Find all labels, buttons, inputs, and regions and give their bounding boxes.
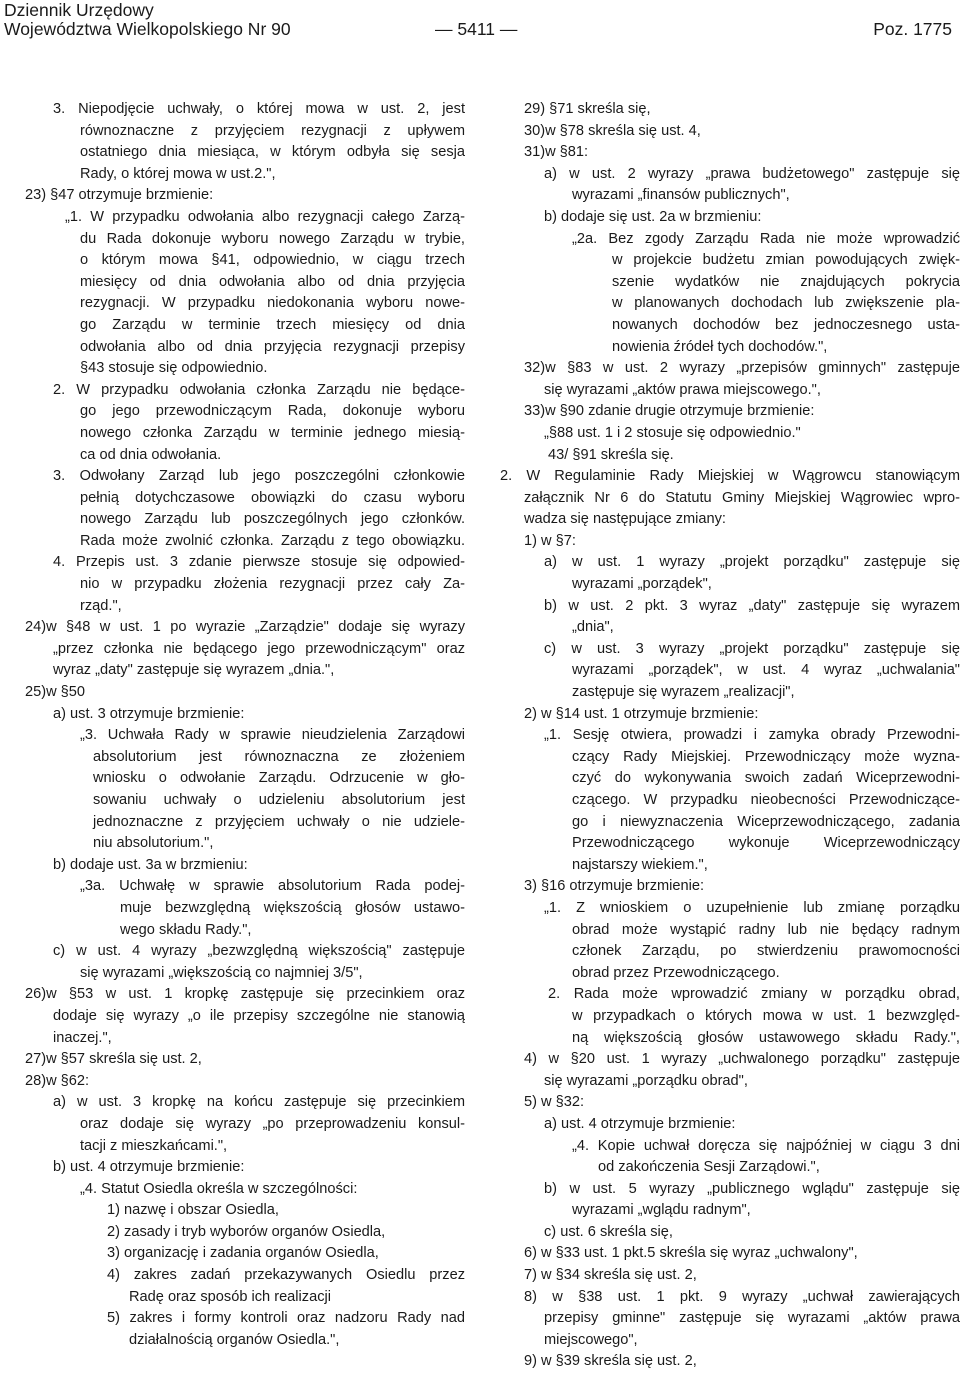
text-line: muje bezwzględną większością głosów ustawo- — [120, 899, 465, 916]
text-line: „1. Z wnioskiem o uzupełnienie lub zmianę porządku — [544, 899, 960, 916]
text-line: obrad przez Przewodniczącego. — [572, 964, 780, 981]
journal-subtitle: Województwa Wielkopolskiego Nr 90 — [4, 19, 291, 39]
text-line: odwołania albo od dnia przyjęcia rezygnacji przepisy — [80, 338, 465, 355]
text-line: „przez członka nie będącego jego przewodniczącym" oraz — [53, 640, 465, 657]
text-line: go jego przewodniczącym Rada, dokonuje wyboru — [80, 403, 465, 420]
text-line: a) w ust. 2 wyrazy „prawa budżetowego" zastępuje się — [544, 165, 960, 182]
text-line: 31)w §81: — [524, 144, 589, 161]
text-line: 1) nazwę i obszar Osiedla, — [107, 1202, 279, 1219]
text-line: c) w ust. 3 wyrazy „projekt porządku" zastępuje się — [544, 640, 960, 657]
text-line: w planowanych dochodach lub zwiększenie pla- — [612, 295, 960, 312]
position-number: Poz. 1775 — [873, 19, 952, 39]
text-line: 24)w §48 w ust. 1 po wyrazie „Zarządzie" dodaje się wyrazy — [25, 619, 465, 636]
text-line: jednoznaczne z przyjęciem uchwały o nie udziele- — [93, 813, 465, 830]
text-line: b) ust. 4 otrzymuje brzmienie: — [53, 1159, 245, 1176]
text-line: 4. Przepis ust. 3 zdanie pierwsze stosuje się odpowied- — [53, 554, 465, 571]
text-line: równoznaczne z przyjęciem rezygnacji z upływem — [80, 122, 465, 139]
text-line: „dnia", — [572, 619, 614, 636]
text-line: 3) §16 otrzymuje brzmienie: — [524, 878, 705, 895]
text-line: 4) zakres zadań przekazywanych Osiedlu przez — [107, 1267, 465, 1284]
text-line: 30)w §78 skreśla się ust. 4, — [524, 122, 701, 139]
text-line: o którym mowa §41, odpowiednio, w ciągu trzech — [80, 252, 465, 269]
text-line: 2. Rada może wprowadzić zmiany w porządku obrad, — [548, 986, 960, 1003]
text-line: wniosku o odwołanie Zarządu. Odrzucenie w gło- — [93, 770, 465, 787]
text-line: Rady, o której mowa w ust.2.", — [80, 165, 276, 182]
text-line: a) ust. 4 otrzymuje brzmienie: — [544, 1115, 736, 1132]
text-line: „§88 ust. 1 i 2 stosuje się odpowiednio." — [544, 424, 801, 441]
text-line: 2. W Regulaminie Rady Miejskiej w Wągrowcu stanowiącym — [500, 468, 960, 485]
text-line: nowienia źródeł tych dochodów.", — [612, 338, 828, 355]
text-line: od zakończenia Sesji Zarządowi.", — [598, 1159, 820, 1176]
text-line: 6) w §33 ust. 1 pkt.5 skreśla się wyraz „uchwalony", — [524, 1245, 858, 1262]
text-line: 8) w §38 ust. 1 pkt. 9 wyrazy „uchwał zawierających — [524, 1288, 960, 1305]
text-line: przepisy gminne" zastępuje się wyrazami „aktów prawa — [544, 1310, 960, 1327]
text-line: obrad może wystąpić radny lub nie będący radnym — [572, 921, 960, 938]
text-line: Przewodniczącego wykonuje Wiceprzewodniczący — [572, 835, 960, 852]
text-line: się wyrazami „większością co najmniej 3/5", — [80, 964, 363, 981]
text-line: wego składu Rady.", — [120, 921, 252, 938]
text-line: członek Zarządu, po stwierdzeniu prawomocności — [572, 943, 960, 960]
text-line: 43/ §91 skreśla się. — [548, 446, 674, 463]
text-line: b) w ust. 5 wyrazy „publicznego wglądu" zastępuje się — [544, 1180, 960, 1197]
text-line: miesięcy od dnia odwołania albo od dnia przyjęcia — [80, 273, 465, 290]
text-line: zastępuje się wyrazem „realizacji", — [572, 684, 795, 701]
text-line: załącznik Nr 6 do Statutu Gminy Miejskiej Wągrowiec wpro- — [524, 489, 960, 506]
text-line: b) dodaje się ust. 2a w brzmieniu: — [544, 208, 762, 225]
text-line: 7) w §34 skreśla się ust. 2, — [524, 1267, 697, 1284]
text-line: szenie wydatków nie znajdujących pokrycia — [612, 273, 960, 290]
text-line: a) ust. 3 otrzymuje brzmienie: — [53, 705, 245, 722]
text-line: rząd.", — [80, 597, 122, 614]
text-line: 23) §47 otrzymuje brzmienie: — [25, 187, 214, 204]
text-line: pełnią dotychczasowe obowiązki do czasu wyboru — [80, 489, 465, 506]
text-line: czyć do wykonywania swoich zadań Wiceprzewodni- — [572, 770, 960, 787]
text-line: najstarszy wiekiem.", — [572, 856, 708, 873]
text-line: wyrazami „wglądu radnym", — [572, 1202, 751, 1219]
text-line: wyrazami „finansów publicznych", — [572, 187, 790, 204]
text-line: wyrazami „porządek", w ust. 4 wyraz „uchwalania" — [572, 662, 960, 679]
journal-title: Dziennik Urzędowy — [4, 0, 154, 20]
text-line: wyraz „daty" zastępuje się wyrazem „dnia.", — [53, 662, 335, 679]
text-line: „1. W przypadku odwołania albo rezygnacji całego Zarzą- — [65, 208, 465, 225]
text-line: a) w ust. 1 wyrazy „projekt porządku" zastępuje się — [544, 554, 960, 571]
text-line: „3a. Uchwałę w sprawie absolutorium Rada podej- — [80, 878, 465, 895]
text-line: wadza się następujące zmiany: — [524, 511, 726, 528]
text-line: czącego. W przypadku nieobecności Przewodniczące- — [572, 792, 960, 808]
text-line: sowaniu uchwały o udzieleniu absolutorium jest — [93, 792, 465, 808]
text-line: „2a. Bez zgody Zarządu Rada nie może wprowadzić — [572, 230, 960, 247]
text-line: go Zarządu w terminie trzech miesięcy od dnia — [80, 316, 465, 333]
text-line: Radę oraz sposób ich realizacji — [129, 1288, 331, 1305]
text-line: nowego członka Zarządu w terminie jednego miesią- — [80, 424, 465, 441]
text-line: ną większością głosów ustawowego składu Rady.", — [572, 1029, 960, 1046]
text-line: §43 stosuje się odpowiednio. — [80, 360, 268, 377]
text-line: w przypadkach o których mowa w ust. 1 bezwzględ- — [572, 1007, 960, 1024]
text-line: w projekcie budżetu zmian powodujących zwięk- — [612, 252, 960, 269]
text-line: się wyrazami „porządku obrad", — [544, 1072, 748, 1089]
text-line: 2) zasady i tryb wyborów organów Osiedla, — [107, 1223, 386, 1240]
text-line: oraz dodaje się wyrazy „po przeprowadzeniu konsul- — [80, 1115, 465, 1132]
text-line: „3. Uchwała Rady w sprawie nieudzielenia Zarządowi — [80, 727, 465, 744]
text-line: c) ust. 6 skreśla się, — [544, 1223, 673, 1240]
page-number: — 5411 — — [435, 19, 518, 39]
text-line: du Rada dokonuje wyboru nowego Zarządu w trybie, — [80, 230, 465, 247]
text-line: nowego Zarządu lub poszczególnych jego członków. — [80, 511, 465, 528]
text-line: „1. Sesję otwiera, prowadzi i zamyka obrady Przewodni- — [544, 727, 960, 744]
text-line: 1) w §7: — [524, 532, 576, 549]
text-line: 27)w §57 skreśla się ust. 2, — [25, 1051, 202, 1068]
text-line: dodaje się wyrazy „o ile przepisy szczególne nie stanowią — [53, 1007, 465, 1024]
text-line: 3) organizację i zadania organów Osiedla, — [107, 1245, 379, 1262]
text-line: 2. W przypadku odwołania członka Zarządu nie będące- — [53, 381, 465, 398]
text-line: się wyrazami „aktów prawa miejscowego.", — [544, 381, 821, 398]
left-text-column — [25, 99, 465, 1351]
text-line: tacji z mieszkańcami.", — [80, 1137, 228, 1154]
text-line: 32)w §83 w ust. 2 wyrazy „przepisów gminnych" zastępuje — [524, 360, 960, 377]
text-line: 5) zakres i formy kontroli oraz nadzoru Rady nad — [107, 1310, 465, 1327]
text-line: 2) w §14 ust. 1 otrzymuje brzmienie: — [524, 705, 759, 722]
text-line: absolutorium jest równoznaczna ze złożeniem — [93, 748, 465, 765]
text-line: ca od dnia odwołania. — [80, 446, 222, 463]
text-line: 33)w §90 zdanie drugie otrzymuje brzmienie: — [524, 403, 815, 420]
text-line: wyrazami „porządek", — [572, 576, 712, 593]
text-line: 9) w §39 skreśla się ust. 2, — [524, 1353, 697, 1370]
page-header — [0, 0, 960, 50]
text-line: „4. Kopie uchwał doręcza się najpóźniej w ciągu 3 dni — [572, 1137, 960, 1154]
text-line: 5) w §32: — [524, 1094, 585, 1111]
text-line: inaczej.", — [53, 1029, 112, 1046]
text-line: działalnością organów Osiedla.", — [129, 1331, 340, 1348]
text-line: 4) w §20 ust. 1 wyrazy „uchwalonego porządku" zastępuje — [524, 1051, 960, 1068]
text-line: czący Rady Miejskiej. Przewodniczący może wyzna- — [572, 748, 960, 765]
text-line: miejscowego", — [544, 1331, 638, 1348]
text-line: ostatniego dnia miesiąca, w którym odbyła się sesja — [80, 144, 465, 161]
text-line: rezygnacji. W przypadku niedokonania wyboru nowe- — [80, 295, 465, 312]
text-line: b) w ust. 2 pkt. 3 wyraz „daty" zastępuje się wyrazem — [544, 597, 960, 614]
text-line: a) w ust. 3 kropkę na końcu zastępuje się przecinkiem — [53, 1094, 465, 1111]
text-line: 3. Niepodjęcie uchwały, o której mowa w ust. 2, jest — [53, 101, 465, 117]
text-line: b) dodaje ust. 3a w brzmieniu: — [53, 856, 248, 873]
text-line: 26)w §53 w ust. 1 kropkę zastępuje się przecinkiem oraz — [25, 986, 465, 1003]
text-line: go i niewyznaczenia Wiceprzewodniczącego, zadania — [572, 813, 960, 830]
text-line: „4. Statut Osiedla określa w szczególności: — [80, 1180, 358, 1197]
text-line: 28)w §62: — [25, 1072, 90, 1089]
text-line: nowanych dochodów bez jednoczesnego usta- — [612, 316, 960, 333]
text-line: nio w przypadku złożenia rezygnacji przez cały Za- — [80, 576, 465, 593]
text-line: 3. Odwołany Zarząd lub jego poszczególni członkowie — [53, 468, 465, 485]
right-text-column — [500, 99, 960, 1373]
text-line: Rada może zwolnić członka. Zarządu z tego obowiązku. — [80, 532, 465, 549]
text-line: niu absolutorium.", — [93, 835, 214, 852]
text-line: 25)w §50 — [25, 684, 86, 701]
text-line: 29) §71 skreśla się, — [524, 101, 651, 117]
text-line: c) w ust. 4 wyrazy „bezwzględną większością" zastępuje — [53, 943, 465, 960]
